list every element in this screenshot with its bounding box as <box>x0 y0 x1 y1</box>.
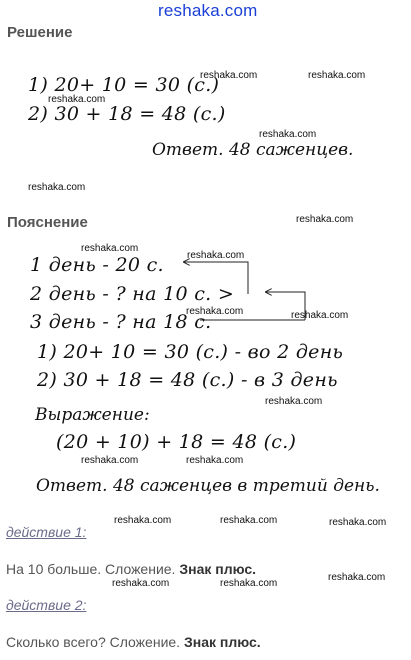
explanation-row-day2: 2 день - ? на 10 с. > <box>30 283 235 305</box>
watermark: reshaka.com <box>220 515 278 526</box>
watermark: reshaka.com <box>81 243 139 254</box>
watermark: reshaka.com <box>186 455 244 466</box>
explanation-answer: Ответ. 48 саженцев в третий день. <box>36 476 380 496</box>
explanation-row-day3: 3 день - ? на 18 с. <box>30 311 212 333</box>
action-1-description: На 10 больше. Сложение. <box>6 561 176 577</box>
watermark: reshaka.com <box>265 396 323 407</box>
watermark: reshaka.com <box>114 515 172 526</box>
watermark: reshaka.com <box>308 70 366 81</box>
watermark: reshaka.com <box>259 129 317 140</box>
watermark: reshaka.com <box>200 70 258 81</box>
solution-line-2: 2) 30 + 18 = 48 (с.) <box>28 103 226 125</box>
watermark: reshaka.com <box>296 214 354 225</box>
explanation-step-2: 2) 30 + 18 = 48 (с.) - в 3 день <box>37 369 338 391</box>
solution-line-1: 1) 20+ 10 = 30 (с.) <box>28 74 220 96</box>
solution-answer: Ответ. 48 саженцев. <box>152 140 354 160</box>
watermark: reshaka.com <box>187 250 245 261</box>
action-1-link[interactable]: действие 1: <box>6 524 87 540</box>
action-2-text <box>6 634 261 650</box>
expression: (20 + 10) + 18 = 48 (с.) <box>56 431 297 453</box>
watermark: reshaka.com <box>112 578 170 589</box>
watermark: reshaka.com <box>48 94 106 105</box>
watermark: reshaka.com <box>186 306 244 317</box>
action-2-sign: Знак плюс. <box>183 634 261 650</box>
action-1-sign: Знак плюс. <box>179 561 257 577</box>
action-2-link[interactable]: действие 2: <box>6 597 87 613</box>
explanation-heading: Пояснение <box>7 214 88 231</box>
explanation-row-day1: 1 день - 20 с. <box>30 254 164 276</box>
watermark: reshaka.com <box>328 572 386 583</box>
solution-heading: Решение <box>7 24 73 41</box>
site-logo[interactable]: reshaka.com <box>158 1 258 20</box>
watermark: reshaka.com <box>28 182 86 193</box>
watermark: reshaka.com <box>291 310 349 321</box>
watermark: reshaka.com <box>329 517 387 528</box>
action-1-text <box>6 561 256 577</box>
expression-label: Выражение: <box>35 405 150 425</box>
explanation-step-1: 1) 20+ 10 = 30 (с.) - во 2 день <box>37 341 344 363</box>
watermark: reshaka.com <box>220 578 278 589</box>
watermark: reshaka.com <box>81 455 139 466</box>
action-2-description: Сколько всего? Сложение. <box>6 634 181 650</box>
